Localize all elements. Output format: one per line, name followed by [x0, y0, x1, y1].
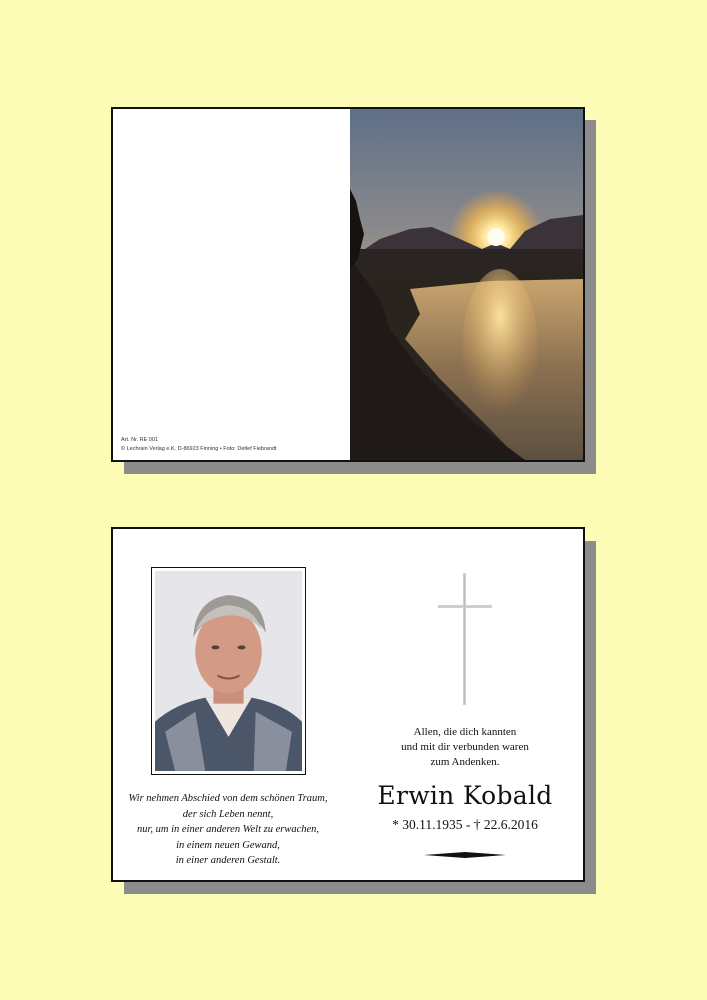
dedication-line: Allen, die dich kannten	[413, 726, 517, 738]
portrait-frame	[151, 567, 306, 775]
dedication-line: zum Andenken.	[430, 756, 500, 768]
cross-icon	[438, 573, 492, 705]
farewell-poem	[113, 791, 343, 869]
imprint	[121, 436, 276, 454]
inside-card	[111, 527, 585, 882]
dedication-line: und mit dir verbunden waren	[401, 741, 529, 753]
poem-line: Wir nehmen Abschied von dem schönen Traum,	[128, 793, 328, 804]
back-page	[113, 109, 350, 460]
deceased-name: Erwin Kobald	[377, 781, 553, 810]
poem-line: in einem neuen Gewand,	[176, 839, 280, 851]
poem-line: in einer anderen Gestalt.	[175, 855, 281, 866]
portrait-photo	[155, 571, 302, 771]
imprint-credit: © Lechrain Verlag e.K. D-86923 Finning • Foto: Detlef Fiebrandt	[121, 446, 277, 452]
ornament-divider-icon	[424, 850, 506, 860]
dedication	[353, 725, 577, 770]
front-card	[111, 107, 585, 462]
poem-line: nur, um in einer anderen Welt zu erwachen,	[136, 824, 320, 835]
life-dates: * 30.11.1935 - † 22.6.2016	[392, 817, 538, 832]
sunset-photo	[350, 109, 583, 460]
imprint-art-nr: Art. Nr. RE 001	[121, 437, 158, 443]
poem-line: der sich Leben nennt,	[182, 808, 274, 820]
